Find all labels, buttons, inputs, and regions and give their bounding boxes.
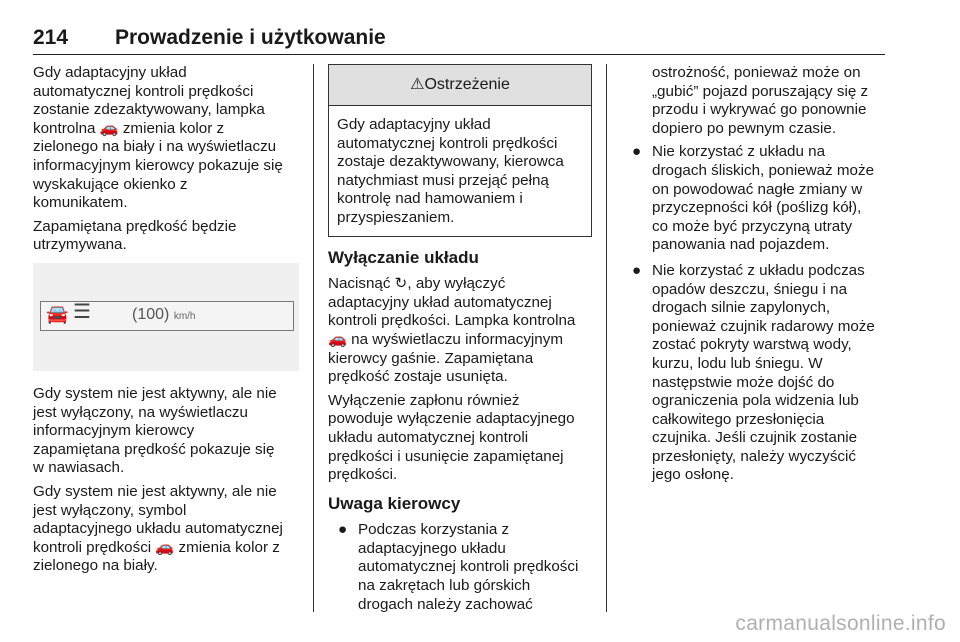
list-item: ● Nie korzystać z układu podczas opadów deszczu, śniegu i na drogach silnie zapylonych, ponieważ czujnik radarowy może zostać pokryty warstwą wody, kurzu, lodu lub śniegu. W następstwie może dojść do ograniczenia pola widzenia lub całkowitego przesłonięcia czujnika. Jeśli czujnik zostanie przesłonięty, należy wyczyścić jego osłonę. bbox=[632, 261, 875, 484]
paragraph: Gdy system nie jest aktywny, ale nie jest wyłączony, symbol adaptacyjnego układu automatycznej kontroli prędkości 🚗 zmienia kolor z zielonego na biały. bbox=[33, 482, 283, 575]
bullet-icon: ● bbox=[632, 261, 642, 279]
page-header bbox=[33, 26, 885, 55]
warning-body: Gdy adaptacyjny układ automatycznej kontroli prędkości zostaje dezaktywowany, kierowca natychmiast musi przejąć pełną kontrolę nad hamowaniem i przyspieszaniem. bbox=[337, 116, 564, 226]
car-radar-icon: 🚘 bbox=[46, 303, 69, 324]
list-item: ● Podczas korzystania z adaptacyjnego układu automatycznej kontroli prędkości na zakrętach lub górskich drogach należy zachować bbox=[338, 521, 579, 613]
paragraph: Wyłączenie zapłonu również powoduje wyłączenie adaptacyjnego układu automatycznej kontroli prędkości i usunięcie zapamiętanej prędkości. bbox=[328, 391, 575, 484]
watermark: carmanualsonline.info bbox=[735, 612, 946, 635]
bullet-list bbox=[328, 521, 592, 614]
paragraph: Gdy system nie jest aktywny, ale nie jest wyłączony, na wyświetlaczu informacyjnym kierowcy zapamiętana prędkość pokazuje się w nawiasach. bbox=[33, 384, 277, 477]
paragraph: Zapamiętana prędkość będzie utrzymywana. bbox=[33, 217, 237, 254]
distance-bars-icon: ☰ bbox=[73, 300, 91, 323]
bullet-list bbox=[622, 143, 888, 485]
column-middle bbox=[328, 64, 592, 621]
column-right bbox=[622, 64, 888, 492]
list-item: ● Nie korzystać z układu na drogach śliskich, ponieważ może on powodować nagłe zmiany w przyczepności kół (poślizg kół), co może być przyczyną utraty panowania nad pojazdem. bbox=[632, 143, 875, 254]
column-divider bbox=[313, 64, 314, 612]
warning-box bbox=[328, 64, 592, 237]
stored-speed: (100) km/h bbox=[132, 305, 196, 323]
section-heading: Uwaga kierowcy bbox=[328, 493, 461, 513]
speed-unit: km/h bbox=[173, 310, 196, 322]
bullet-icon: ● bbox=[338, 521, 348, 539]
paragraph: Gdy adaptacyjny układ automatycznej kontroli prędkości zostanie zdezaktywowany, lampka kontrolna 🚗 zmienia kolor z zielonego na biały i na wyświetlaczu informacyjnym kierowcy pokazuje się wyskakujące okienko z komunikatem. bbox=[33, 64, 283, 212]
cruise-display-illustration bbox=[33, 263, 299, 371]
display-bar bbox=[40, 301, 294, 331]
warning-title: ⚠Ostrzeżenie bbox=[329, 65, 591, 106]
paragraph: ostrożność, ponieważ może on „gubić” pojazd poruszający się z przodu i wykrywać go ponownie dopiero po pewnym czasie. bbox=[652, 64, 869, 137]
bullet-icon: ● bbox=[632, 143, 642, 161]
column-left bbox=[33, 64, 299, 581]
page-number: 214 bbox=[33, 26, 69, 49]
section-heading: Wyłączanie układu bbox=[328, 247, 479, 267]
column-divider bbox=[606, 64, 607, 612]
page-title: Prowadzenie i użytkowanie bbox=[115, 26, 386, 49]
paragraph: Nacisnąć ↻, aby wyłączyć adaptacyjny układ automatycznej kontroli prędkości. Lampka kontrolna 🚗 na wyświetlaczu informacyjnym kierowcy gaśnie. Zapamiętana prędkość zostaje usunięta. bbox=[328, 275, 576, 386]
